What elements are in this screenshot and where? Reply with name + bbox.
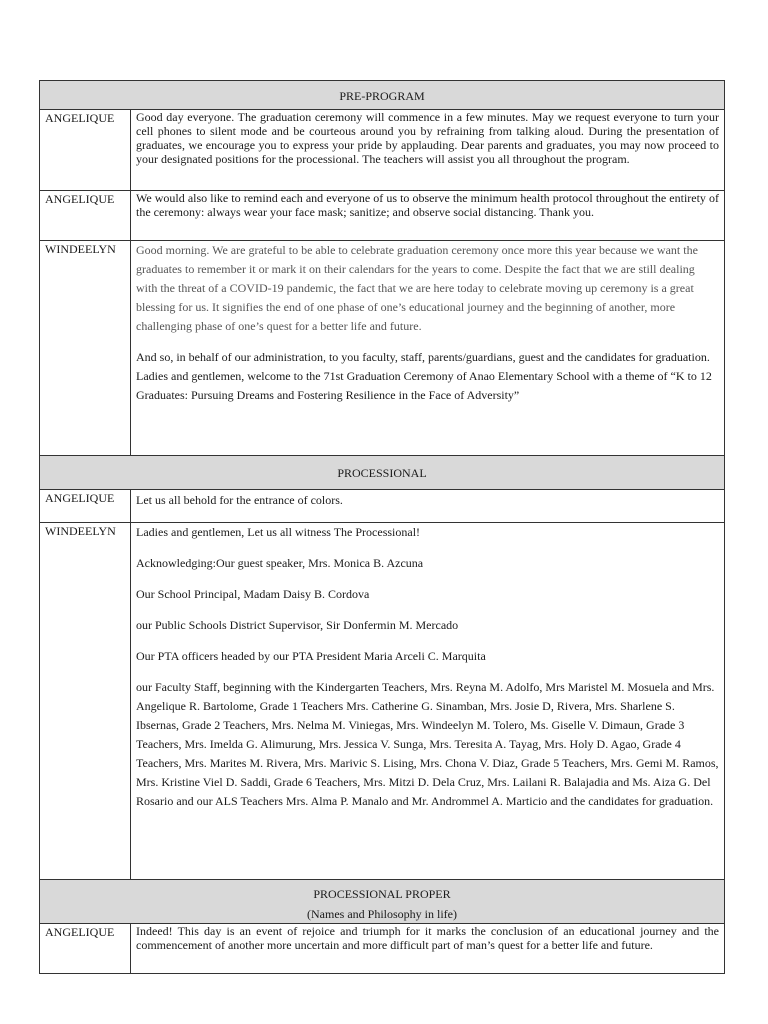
section-header-row (40, 456, 725, 490)
section-header-row (40, 880, 725, 924)
script-text (131, 241, 725, 456)
paragraph: our Public Schools District Supervisor, Sir Donfermin M. Mercado (136, 618, 459, 632)
section-title: PROCESSIONAL PROPER (313, 887, 451, 901)
paragraph: Ladies and gentlemen, Let us all witness The Processional! (136, 525, 421, 539)
section-title: PRE-PROGRAM (40, 81, 725, 110)
table-row (40, 241, 725, 456)
speaker-name: ANGELIQUE (40, 924, 131, 974)
section-header (40, 880, 725, 924)
speaker-name: WINDEELYN (40, 523, 131, 880)
speaker-name: ANGELIQUE (40, 191, 131, 241)
table-row (40, 191, 725, 241)
table-row (40, 110, 725, 191)
speaker-name: WINDEELYN (40, 241, 131, 456)
paragraph: And so, in behalf of our administration, to you faculty, staff, parents/guardians, guest and the candidates for graduation. Ladies and gentlemen, welcome to the 71st Graduation Ceremony of Anao Elementary School with a theme of “K to 12 Graduates: Pursuing Dreams and Fostering Resilience in the Face of Adversity” (136, 350, 712, 402)
section-title: PROCESSIONAL (40, 456, 725, 490)
paragraph: Good morning. We are grateful to be able to celebrate graduation ceremony once more this year because we want the graduates to remember it or mark it on their calendars for the years to come. Despite the fact that we are still dealing with the threat of a COVID-19 pandemic, the fact that we are here today to celebrate moving up ceremony is a great blessing for us. It signifies the end of one phase of one’s educational journey and the beginning of another, more challenging phase of one’s quest for a better life and future. (136, 243, 698, 333)
section-header-row (40, 81, 725, 110)
speaker-name: ANGELIQUE (40, 110, 131, 191)
script-text (131, 523, 725, 880)
table-row (40, 924, 725, 974)
speaker-name: ANGELIQUE (40, 490, 131, 523)
script-text: Let us all behold for the entrance of colors. (131, 490, 725, 523)
table-row (40, 523, 725, 880)
paragraph: Our PTA officers headed by our PTA President Maria Arceli C. Marquita (136, 649, 486, 663)
paragraph: Acknowledging:Our guest speaker, Mrs. Monica B. Azcuna (136, 556, 424, 570)
script-text: Good day everyone. The graduation ceremony will commence in a few minutes. May we request everyone to turn your cell phones to silent mode and be courteous around you by refraining from talking aloud. During the presentation of graduates, we encourage you to express your pride by applauding. Dear parents and graduates, you may now proceed to your designated positions for the processional. The teachers will assist you all throughout the program. (131, 110, 725, 191)
paragraph: our Faculty Staff, beginning with the Kindergarten Teachers, Mrs. Reyna M. Adolfo, Mrs Maristel M. Mosuela and Mrs. Angelique R. Bartolome, Grade 1 Teachers Mrs. Catherine G. Sinamban, Mrs. Josie D, Rivera, Mrs. Sharlene S. Ibsernas, Grade 2 Teachers, Mrs. Nelma M. Viniegas, Mrs. Windeelyn M. Tolero, Ms. Giselle V. Dimaun, Grade 3 Teachers, Mrs. Imelda G. Alimurung, Mrs. Jessica V. Sunga, Mrs. Teresita A. Tayag, Mrs. Holy D. Agao, Grade 4 Teachers, Mrs. Marites M. Rivera, Mrs. Marivic S. Lising, Mrs. Chona V. Diaz, Grade 5 Teachers, Mrs. Gemi M. Ramos, Mrs. Kristine Viel D. Saddi, Grade 6 Teachers, Mrs. Mitzi D. Dela Cruz, Mrs. Lailani R. Balajadia and Ms. Aiza G. Del Rosario and our ALS Teachers Mrs. Alma P. Manalo and Mr. Andrommel A. Marticio and the candidates for graduation. (136, 680, 719, 808)
section-subtitle: (Names and Philosophy in life) (307, 907, 457, 921)
program-script-table (39, 80, 725, 974)
script-text: We would also like to remind each and everyone of us to observe the minimum health protocol throughout the entirety of the ceremony: always wear your face mask; sanitize; and observe social distancing. Thank you. (131, 191, 725, 241)
script-text: Indeed! This day is an event of rejoice and triumph for it marks the conclusion of an educational journey and the commencement of another more uncertain and more difficult part of man’s quest for a better life and future. (131, 924, 725, 974)
table-row (40, 490, 725, 523)
paragraph: Our School Principal, Madam Daisy B. Cordova (136, 587, 370, 601)
